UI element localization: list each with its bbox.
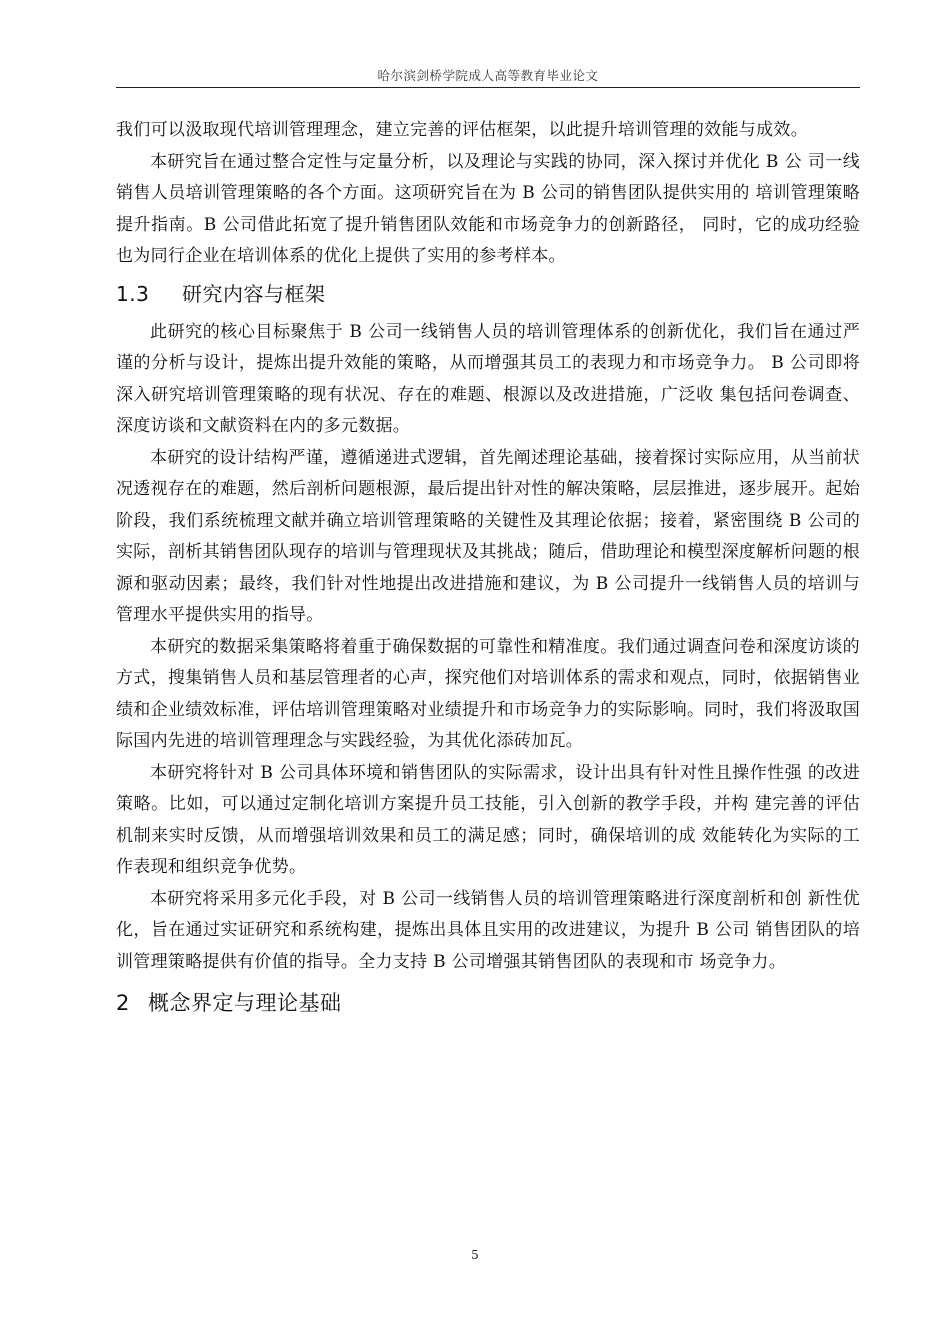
paragraph-design-structure: 本研究的设计结构严谨，遵循递进式逻辑，首先阐述理论基础，接着探讨实际应用，从当前状况透视存在的难题，然后剖析问题根源，最后提出针对性的解决策略，层层推进，逐步展开。起始阶段，我们系统梳理文献并确立培训管理策略的关键性及其理论依据；接着，紧密围绕 B 公司的实际，剖析其销售团队现存的培训与管理现状及其挑战；随后，借助理论和模型深度解析问题的根源和驱动因素；最终，我们针对性地提出改进措施和建议，为 B 公司提升一线销售人员的培训与管理水平提供实用的指导。 <box>116 447 860 625</box>
section-heading-1-3 <box>116 279 860 309</box>
paragraph-core-goal: 此研究的核心目标聚焦于 B 公司一线销售人员的培训管理体系的创新优化，我们旨在通过严谨的分析与设计，提炼出提升效能的策略，从而增强其员工的表现力和市场竞争力。 B 公司即将深入研究培训管理策略的现有状况、存在的难题、根源以及改进措施，广泛收 集包括问卷调查、深度访谈和文献资料在内的多元数据。 <box>116 321 860 436</box>
section-number: 1.3 <box>116 281 150 306</box>
paragraph-methods-summary: 本研究将采用多元化手段，对 B 公司一线销售人员的培训管理策略进行深度剖析和创 新性优化，旨在通过实证研究和系统构建，提炼出具体且实用的改进建议，为提升 B 公司 销售团队的培训管理策略提供有价值的指导。全力支持 B 公司增强其销售团队的表现和市 场竞争力。 <box>116 888 860 972</box>
paragraph-data-collection: 本研究的数据采集策略将着重于确保数据的可靠性和精准度。我们通过调查问卷和深度访谈的方式，搜集销售人员和基层管理者的心声，探究他们对培训体系的需求和观点，同时，依据销售业绩和企业绩效标准，评估培训管理策略对业绩提升和市场竞争力的实际影响。同时，我们将汲取国际国内先进的培训管理理念与实践经验，为其优化添砖加瓦。 <box>116 636 860 751</box>
page-number: 5 <box>471 1248 479 1262</box>
running-header: 哈尔滨剑桥学院成人高等教育毕业论文 <box>377 68 599 83</box>
body-text <box>116 115 860 1026</box>
section-title: 研究内容与框架 <box>182 281 326 306</box>
paragraph-continuation: 我们可以汲取现代培训管理理念，建立完善的评估框架，以此提升培训管理的效能与成效。 <box>116 120 808 140</box>
paragraph-research-aim: 本研究旨在通过整合定性与定量分析，以及理论与实践的协同，深入探讨并优化 B 公 司一线销售人员培训管理策略的各个方面。这项研究旨在为 B 公司的销售团队提供实用的 培训管理策略提升指南。B 公司借此拓宽了提升销售团队效能和市场竞争力的创新路径， 同时，它的成功经验也为同行企业在培训体系的优化上提供了实用的参考样本。 <box>116 151 860 266</box>
header-rule <box>116 87 860 88</box>
chapter-number: 2 <box>116 991 130 1015</box>
chapter-heading-2 <box>116 988 860 1018</box>
chapter-title: 概念界定与理论基础 <box>148 991 342 1015</box>
paragraph-improvement-strategy: 本研究将针对 B 公司具体环境和销售团队的实际需求，设计出具有针对性且操作性强 的改进策略。比如，可以通过定制化培训方案提升员工技能，引入创新的教学手段，并构 建完善的评估机制来实时反馈，从而增强培训效果和员工的满足感；同时，确保培训的成 效能转化为实际的工作表现和组织竞争优势。 <box>116 762 860 877</box>
